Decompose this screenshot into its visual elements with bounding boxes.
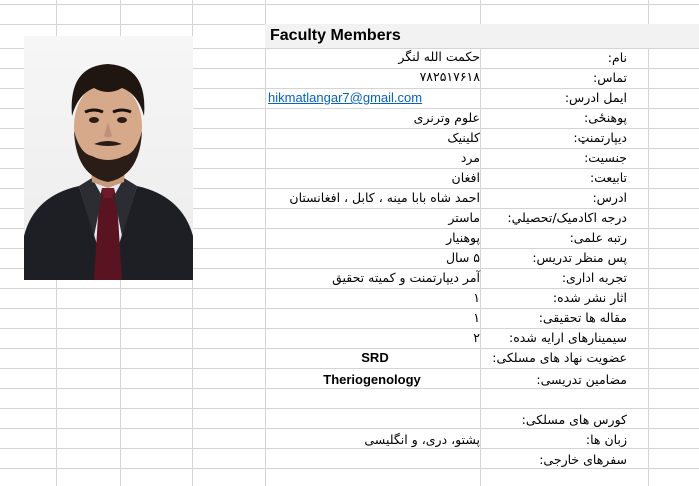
- value-teaching-background[interactable]: ۵ سال: [445, 250, 480, 265]
- value-nationality[interactable]: افغان: [451, 170, 480, 185]
- label-department: دیپارتمنټ:: [573, 130, 627, 145]
- profile-photo[interactable]: [24, 36, 193, 280]
- value-gender[interactable]: مرد: [460, 150, 480, 165]
- label-seminars: سیمینارهای ارایه شده:: [509, 330, 627, 345]
- label-academic-degree: درجه اکادمیک/تحصیلي:: [507, 210, 627, 225]
- value-faculty[interactable]: علوم وترنری: [413, 110, 480, 125]
- label-admin-experience: تجربه اداری:: [561, 270, 627, 285]
- value-published-works[interactable]: ۱: [473, 290, 480, 305]
- value-department[interactable]: کلینیک: [447, 130, 480, 145]
- value-academic-degree[interactable]: ماستر: [448, 210, 480, 225]
- label-teaching-background: پس منظر تدریس:: [532, 250, 627, 265]
- value-academic-rank[interactable]: پوهنیار: [446, 230, 480, 245]
- label-address: ادرس:: [592, 190, 627, 205]
- value-research-articles[interactable]: ۱: [473, 310, 480, 325]
- value-address[interactable]: احمد شاه بابا مینه ، کابل ، افغانستان: [289, 190, 480, 205]
- label-name: نام:: [607, 50, 627, 65]
- value-teaching-subjects[interactable]: Theriogenology: [323, 372, 421, 387]
- value-name[interactable]: حکمت الله لنگر: [398, 49, 480, 64]
- title-cell-fill: [480, 24, 699, 48]
- value-languages[interactable]: پشتو، دری، و انگلیسی: [364, 432, 480, 447]
- person-photo-icon: [24, 36, 193, 280]
- label-faculty: پوهنځی:: [584, 110, 627, 125]
- label-memberships: عضویت نهاد های مسلکی:: [492, 350, 627, 365]
- label-research-articles: مقاله ها تحقیقی:: [538, 310, 627, 325]
- value-email-link[interactable]: hikmatlangar7@gmail.com: [268, 90, 423, 105]
- label-professional-courses: کورس های مسلکی:: [521, 412, 627, 427]
- label-published-works: اثار نشر شده:: [552, 290, 627, 305]
- label-contact: تماس:: [593, 70, 627, 85]
- value-seminars[interactable]: ۲: [473, 330, 480, 345]
- label-academic-rank: رتبه علمی:: [569, 230, 627, 245]
- label-email: ایمل ادرس:: [564, 90, 627, 105]
- value-admin-experience[interactable]: آمر دیپارتمنت و کمیته تحقیق: [332, 270, 480, 285]
- label-foreign-travel: سفرهای خارجی:: [539, 452, 627, 467]
- label-nationality: تابیعت:: [589, 170, 627, 185]
- value-memberships[interactable]: SRD: [361, 350, 389, 365]
- label-teaching-subjects: مضامین تدریسی:: [536, 372, 627, 387]
- page-title: Faculty Members: [265, 24, 480, 48]
- label-gender: جنسیت:: [584, 150, 627, 165]
- value-contact[interactable]: ۷۸۲۵۱۷۶۱۸: [419, 69, 480, 84]
- label-languages: زبان ها:: [585, 432, 627, 447]
